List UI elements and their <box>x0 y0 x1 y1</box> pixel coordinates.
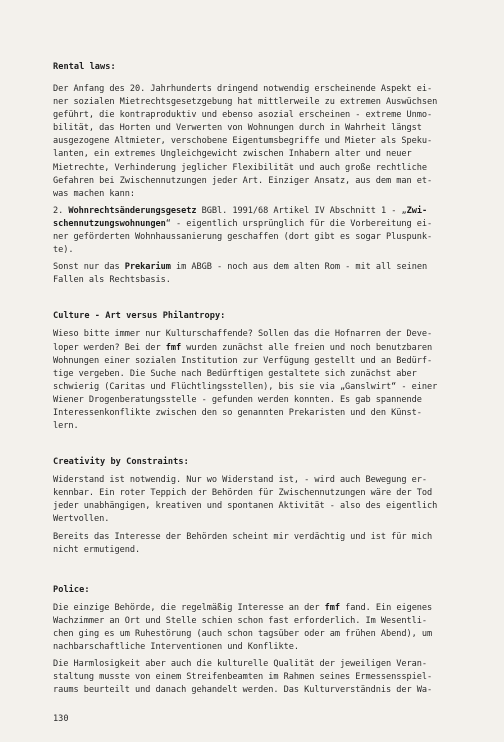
text-line: kennbar. Ein roter Teppich der Behörden für Zwischennutzungen wäre der Tod <box>53 488 433 499</box>
text-line: Fallen als Rechtsbasis. <box>53 275 171 286</box>
text-line: Wiener Drogenberatungsstelle - gefunden werden konnten. Es gab spannende <box>53 394 422 405</box>
text-line: Gefahren bei Zwischennutzungen jeder Art. Einziger Ansatz, aus dem man et- <box>53 175 433 186</box>
text-run: Die einzige Behörde, die regelmäßig Interesse an der <box>53 602 325 613</box>
section-creativity <box>53 457 468 557</box>
text-line: Wieso bitte immer nur Kulturschaffende? Sollen das die Hofnarren der Deve- <box>53 329 433 340</box>
text-line: Interessenkonflikte zwischen den so genannten Prekaristen und den Künst- <box>53 407 422 418</box>
section-rental-laws <box>53 62 468 287</box>
bold-term: fmf <box>324 602 340 613</box>
text-line: ausgezogene Altmieter, verschobene Eigentumsbegriffe und Mieter als Speku- <box>53 136 433 147</box>
text-line: Wertvollen. <box>53 514 110 525</box>
text-line: Wachzimmer an Ort und Stelle schien schon fast erforderlich. Im Wesentli- <box>53 615 428 626</box>
text-line <box>53 602 468 615</box>
page-number: 130 <box>53 714 69 724</box>
paragraph <box>53 474 468 526</box>
paragraph <box>53 602 468 654</box>
text-line: lern. <box>53 421 79 432</box>
paragraph <box>53 658 468 697</box>
text-line: jeder unabhängigen, kreativen und spontanen Aktivität - also des eigentlich <box>53 501 438 512</box>
text-line: ner sozialen Mietrechtsgesetzgebung hat mittlerweile zu extremen Auswüchsen <box>53 97 438 108</box>
text-line: Wohnungen einer sozialen Institution zur Verfügung gestellt und an Bedürf- <box>53 355 433 366</box>
bold-term: schennutzungswohnungen <box>53 218 166 229</box>
bold-term: Prekarium <box>124 262 171 273</box>
text-line: nachbarschaftliche Interventionen und Konflikte. <box>53 642 299 652</box>
section-culture <box>53 311 468 433</box>
text-run: loper werden? Bei der <box>53 342 166 353</box>
section-police <box>53 585 468 698</box>
text-run: fand. Ein eigenes <box>339 602 433 613</box>
text-line: Die Harmlosigkeit aber auch die kulturelle Qualität der jeweiligen Veran- <box>53 659 428 670</box>
text-line: Mietrechte, Verhinderung jeglicher Flexibilität und auch große rechtliche <box>53 162 428 173</box>
text-line: nicht ermutigend. <box>53 544 141 555</box>
page-content <box>53 62 468 697</box>
text-line: Widerstand ist notwendig. Nur wo Widerstand ist, - wird auch Bewegung er- <box>53 475 428 486</box>
section-heading: Rental laws: <box>53 62 116 72</box>
text-run: im ABGB - noch aus dem alten Rom - mit all seinen <box>170 262 428 273</box>
text-run: Sonst nur das <box>53 262 125 273</box>
section-heading: Creativity by Constraints: <box>53 457 189 468</box>
text-line: Der Anfang des 20. Jahrhunderts dringend notwendig erscheinende Aspekt ei- <box>53 84 433 94</box>
text-line: raums beurteilt und danach gehandelt werden. Das Kulturverständnis der Wa- <box>53 685 433 696</box>
paragraph <box>53 83 468 201</box>
paragraph <box>53 205 468 257</box>
bold-term: fmf <box>165 342 182 353</box>
text-line <box>53 205 468 218</box>
text-line <box>53 218 468 231</box>
text-run: 2. <box>53 205 69 216</box>
text-run: BGBl. 1991/68 Artikel IV Abschnitt 1 - „ <box>196 205 407 216</box>
section-heading: Culture - Art versus Philantropy: <box>53 311 226 322</box>
text-line: chen ging es um Ruhestörung (auch schon tagsüber oder am frühen Abend), um <box>53 628 433 639</box>
text-line: staltung musste von einem Streifenbeamten im Rahmen seines Ermessensspiel- <box>53 672 433 683</box>
paragraph <box>53 328 468 433</box>
text-line: tige vergeben. Die Suche nach Bedürftigen gestaltete sich zunächst aber <box>53 368 417 379</box>
section-heading: Police: <box>53 584 90 595</box>
paragraph <box>53 261 468 287</box>
text-run: wurden zunächst alle freien und noch benutzbaren <box>181 342 433 353</box>
paragraph <box>53 531 468 557</box>
text-line: lanten, ein extremes Ungleichgewicht zwischen Inhabern alter und neuer <box>53 149 412 160</box>
text-line: schwierig (Caritas und Flüchtlingsstellen), bis sie via „Ganslwirt“ - einer <box>53 381 438 392</box>
text-line <box>53 261 468 274</box>
text-run: “ - eigentlich ursprünglich für die Vorbereitung ei- <box>165 218 433 229</box>
bold-term: Wohnrechtsänderungsgesetz <box>68 205 197 216</box>
text-line: bilität, das Horten und Verwerten von Wohnungen durch in Wahrheit längst <box>53 123 422 134</box>
bold-term: Zwi- <box>406 205 428 216</box>
text-line <box>53 342 468 355</box>
text-line: te). <box>53 245 74 256</box>
text-line: geführt, die kontraproduktiv und ebenso asozial erscheinen - extreme Unmo- <box>53 110 433 121</box>
text-line: ner geförderten Wohnhaussanierung geschaffen (dort gibt es sogar Pluspunk- <box>53 232 433 243</box>
text-line: was machen kann: <box>53 188 135 199</box>
text-line: Bereits das Interesse der Behörden scheint mir verdächtig und ist für mich <box>53 531 433 542</box>
